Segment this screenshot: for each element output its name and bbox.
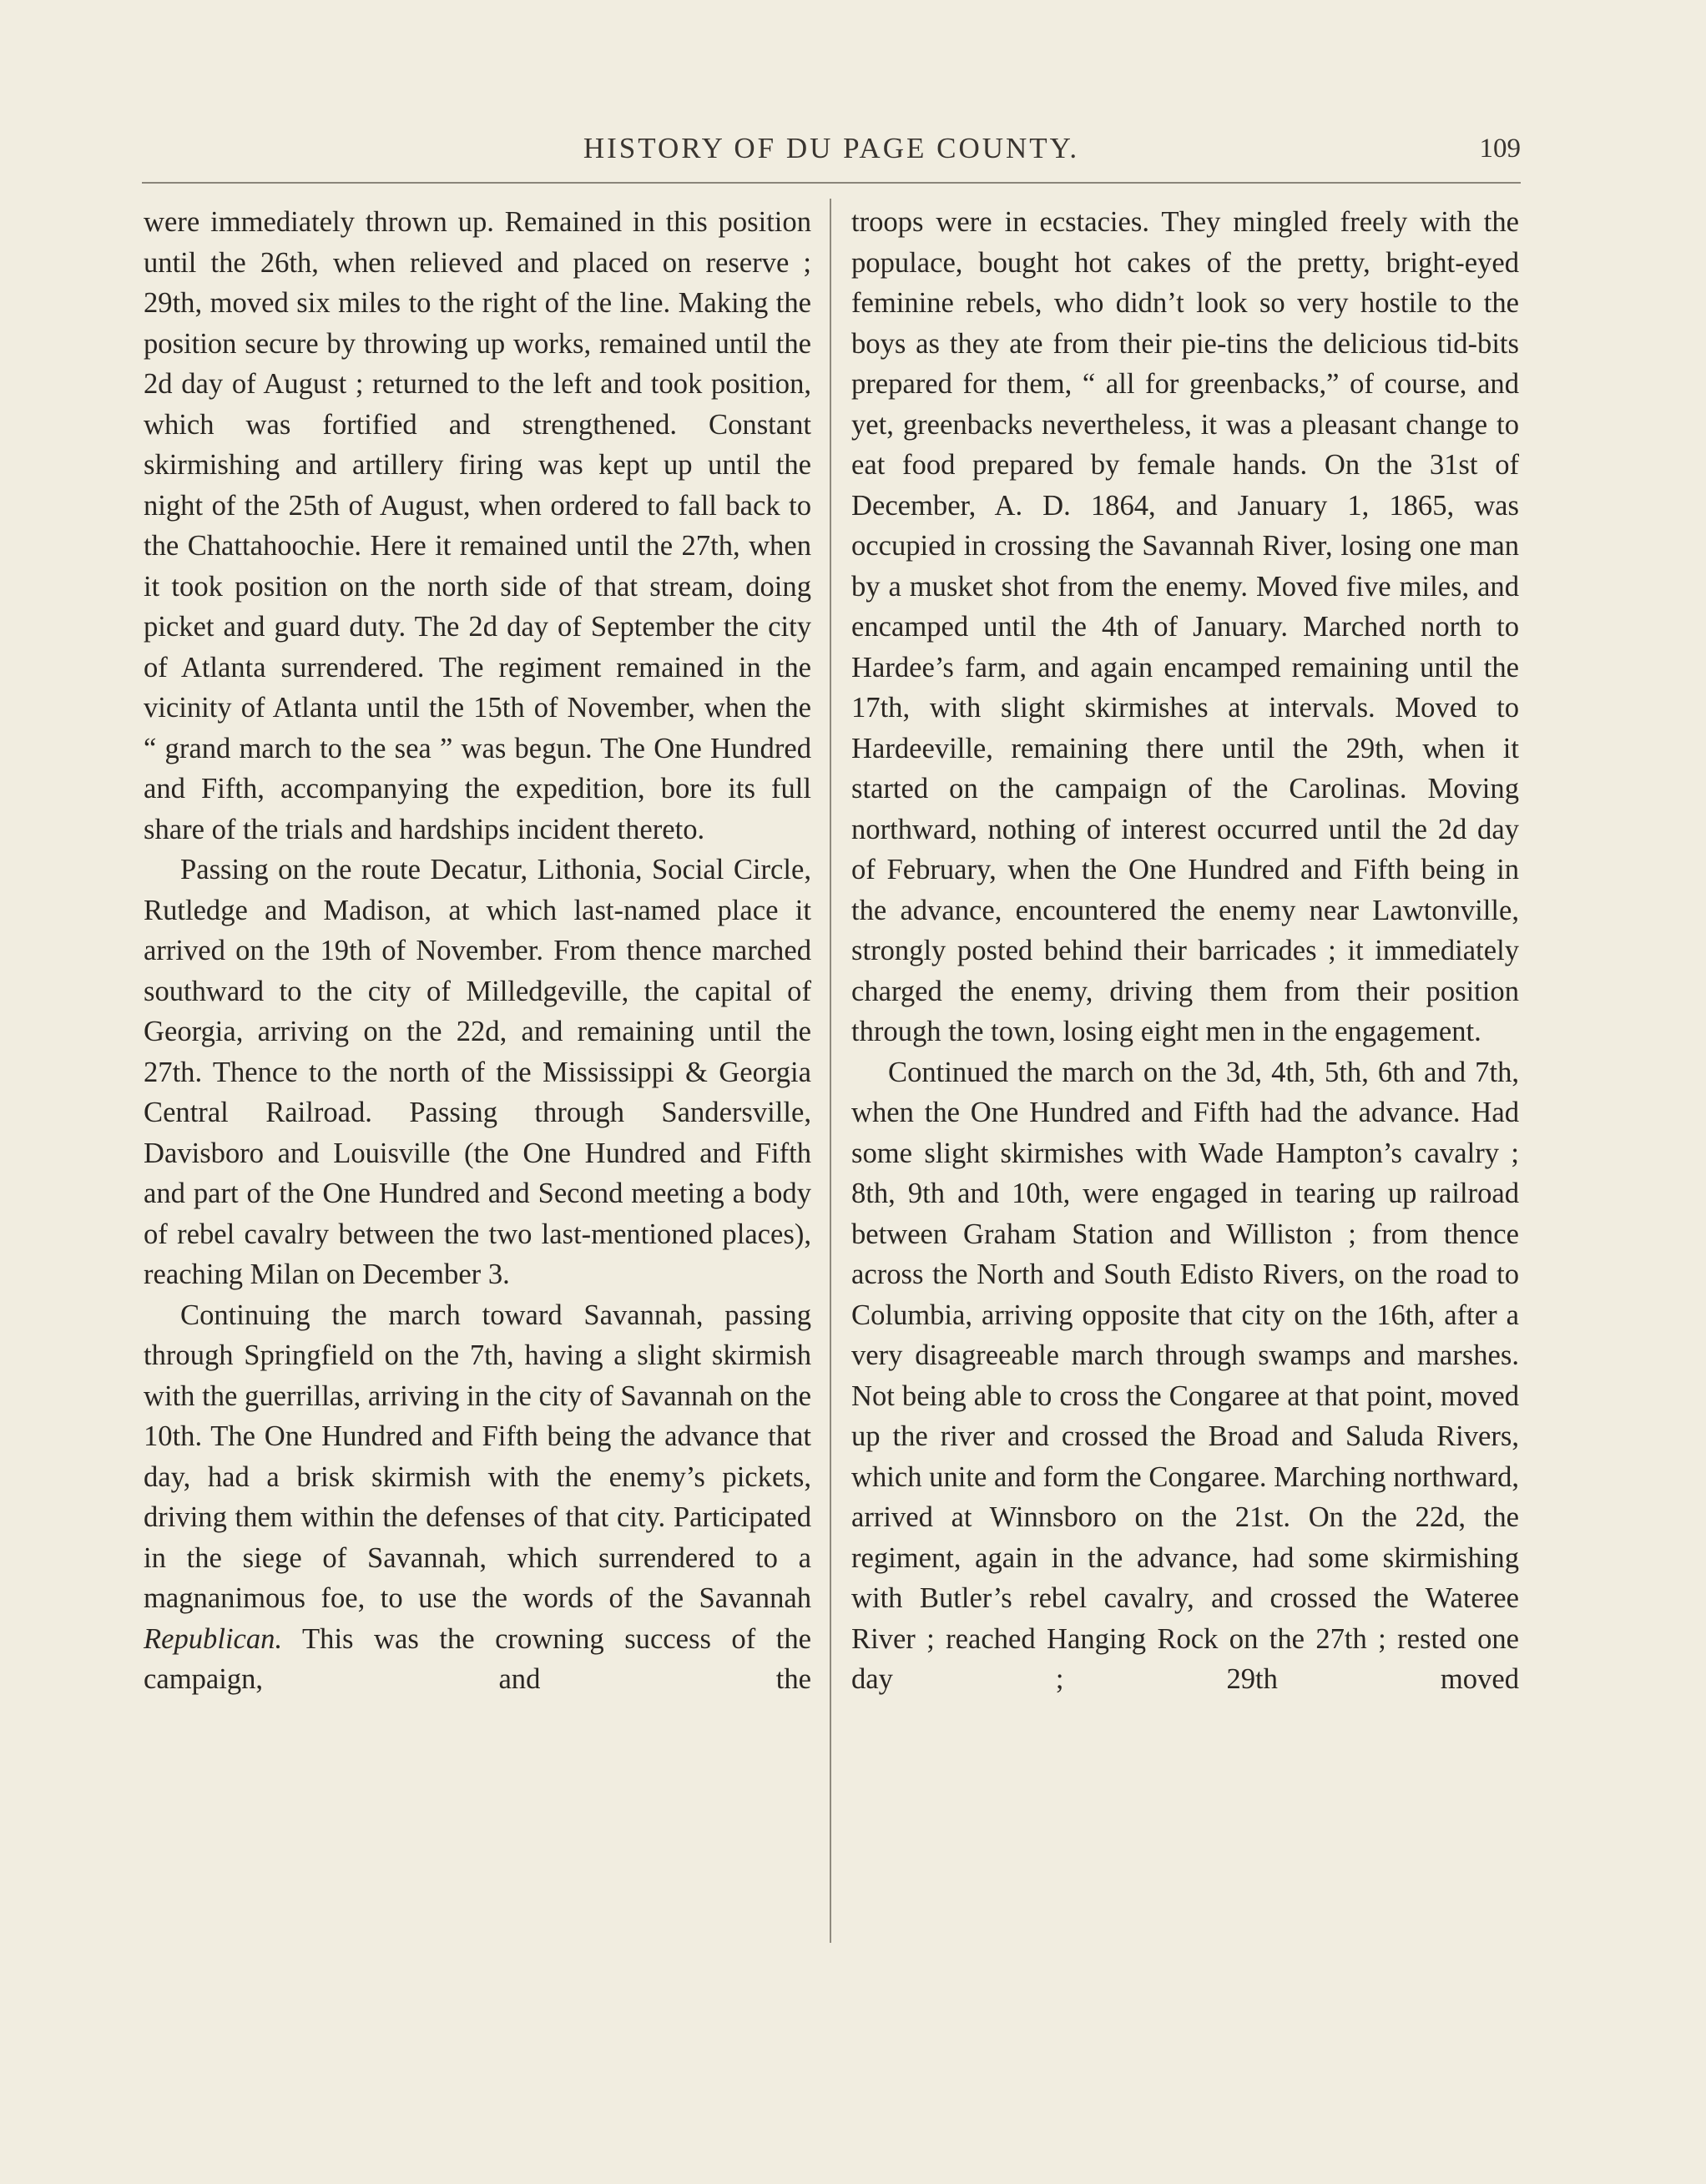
left-paragraph-3 [144,1295,811,1700]
right-paragraph-2: Continued the march on the 3d, 4th, 5th, 6th and 7th, when the One Hundred and Fifth had the advance. Had some slight skirmishes with Wade Hampton’s cavalry ; 8th, 9th and 10th, were engaged in tearing up railroad between Graham Station and Williston ; from thence across the North and South Edisto Rivers, on the road to Columbia, arriving opposite that city on the 16th, after a very disagreeable march through swamps and marshes. Not being able to cross the Congaree at that point, moved up the river and crossed the Broad and Saluda Rivers, which unite and form the Congaree. Marching northward, arrived at Winnsboro on the 21st. On the 22d, the regiment, again in the advance, had some skirmishing with Butler’s rebel cavalry, and crossed the Wateree River ; reached Hanging Rock on the 27th ; rested one day ; 29th moved [851,1056,1519,1695]
page-header [142,132,1521,174]
column-divider [830,199,831,1943]
left-paragraph-3-text-a: Continuing the march toward Savannah, passing through Springfield on the 7th, having a slight skirmish with the guerrillas, arriving in the city of Savannah on the 10th. The One Hundred and Fifth being the advance that day, had a brisk skirmish with the enemy’s pickets, driving them within the defenses of that city. Participated in the siege of Savannah, which surrendered to a magnanimous foe, to use the words of the Savannah [144,1299,811,1614]
page-number: 109 [1479,134,1521,164]
left-paragraph-1: were immediately thrown up. Remained in this position until the 26th, when relieved and placed on reserve ; 29th, moved six miles to the right of the line. Making the position secure by throwing up works, remained until the 2d day of August ; returned to the left and took position, which was fortified and strengthened. Constant skirmishing and artillery firing was kept up until the night of the 25th of August, when ordered to fall back to the Chattahoochie. Here it remained until the 27th, when it took position on the north side of that stream, doing picket and guard duty. The 2d day of September the city of Atlanta surrendered. The regiment remained in the vicinity of Atlanta until the 15th of November, when the “ grand march to the sea ” was begun. The One Hundred and Fifth, accompanying the expedition, bore its full share of the trials and hardships incident thereto. [144,206,811,845]
header-rule [142,182,1521,184]
left-paragraph-3-text-b: This was the crowning success of the campaign, and the [144,1622,811,1695]
right-column [851,202,1519,1700]
right-paragraph-1: troops were in ecstacies. They mingled freely with the populace, bought hot cakes of the pretty, bright-eyed feminine rebels, who didn’t look so very hostile to the boys as they ate from their pie-tins the delicious tid-bits prepared for them, “ all for greenbacks,” of course, and yet, greenbacks nevertheless, it was a pleasant change to eat food prepared by female hands. On the 31st of December, A. D. 1864, and January 1, 1865, was occupied in crossing the Savannah River, losing one man by a musket shot from the enemy. Moved five miles, and encamped until the 4th of January. Marched north to Hardee’s farm, and again encamped remaining until the 17th, with slight skirmishes at intervals. Moved to Hardeeville, remaining there until the 29th, when it started on the campaign of the Carolinas. Moving northward, nothing of interest occurred until the 2d day of February, when the One Hundred and Fifth being in the advance, encountered the enemy near Lawtonville, strongly posted behind their barricades ; it immediately charged the enemy, driving them from their position through the town, losing eight men in the engagement. [851,206,1519,1047]
left-paragraph-2: Passing on the route Decatur, Lithonia, Social Circle, Rutledge and Madison, at which last-named place it arrived on the 19th of November. From thence marched southward to the city of Milledgeville, the capital of Georgia, arriving on the 22d, and remaining until the 27th. Thence to the north of the Mississippi & Georgia Central Railroad. Passing through Sandersville, Davisboro and Louisville (the One Hundred and Fifth and part of the One Hundred and Second meeting a body of rebel cavalry between the two last-mentioned places), reaching Milan on December 3. [144,854,811,1290]
left-column [144,202,811,1700]
newspaper-title: Republican. [144,1622,283,1655]
running-head: HISTORY OF DU PAGE COUNTY. [583,132,1080,164]
